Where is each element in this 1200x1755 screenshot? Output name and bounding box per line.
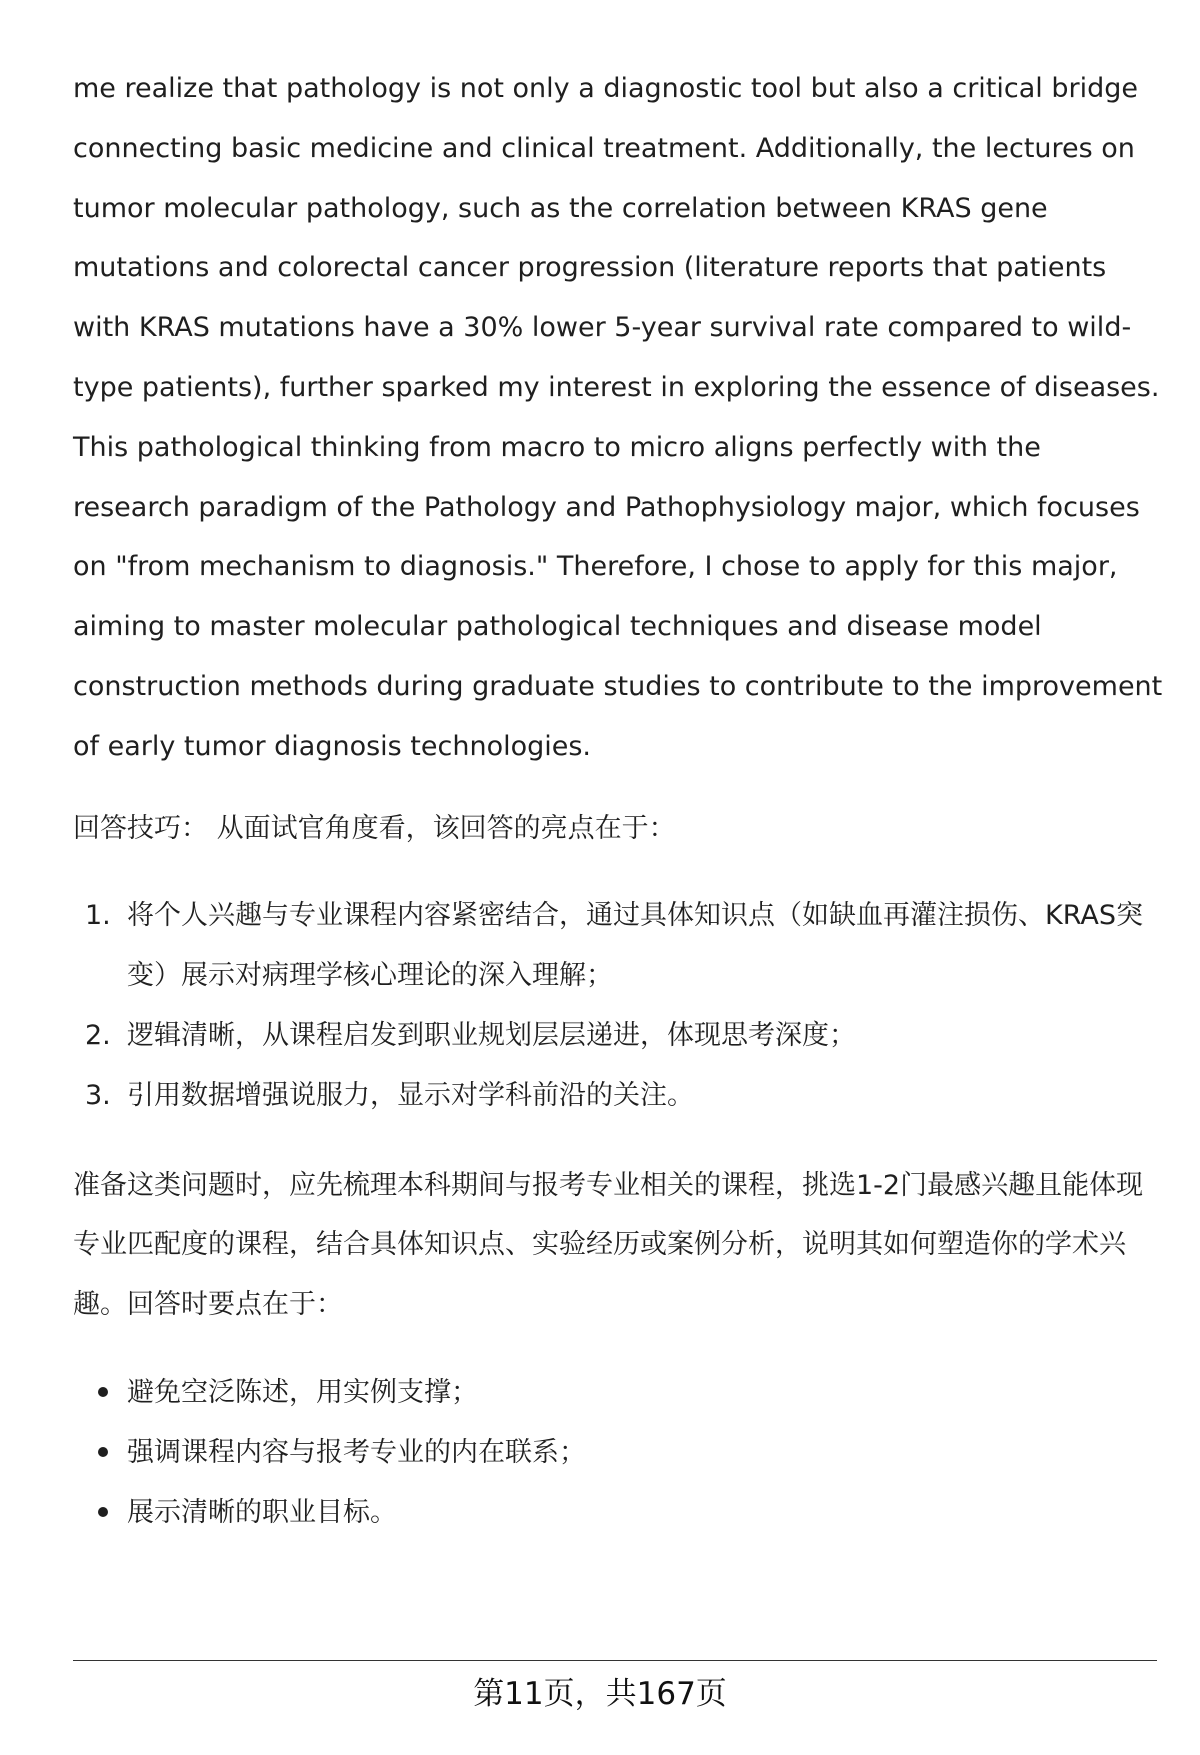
list-item <box>73 1483 1163 1543</box>
points-bullet-list <box>73 1363 1163 1542</box>
list-item <box>73 1006 1163 1066</box>
list-item-text: 强调课程内容与报考专业的内在联系； <box>127 1436 586 1468</box>
body-paragraph-1: me realize that pathology is not only a diagnostic tool but also a critical bridge connecting basic medicine and clinical treatment. Additionally, the lectures on tumor molecular pathology, such as the correlation between KRAS gene mutations and colorectal cancer progression (literature reports that patients with KRAS mutations have a 30% lower 5-year survival rate compared to wild-type patients), further sparked my interest in exploring the essence of diseases. This pathological thinking from macro to micro aligns perfectly with the research paradigm of the Pathology and Pathophysiology major, which focuses on "from mechanism to diagnosis." Therefore, I chose to apply for this major, aiming to master molecular pathological techniques and disease model construction methods during graduate studies to contribute to the improvement of early tumor diagnosis technologies. <box>73 73 1163 762</box>
list-item <box>73 1423 1163 1483</box>
list-item <box>73 1066 1163 1126</box>
bullet-icon <box>98 1387 108 1397</box>
tips-ordered-list <box>73 886 1163 1125</box>
body-paragraph-2: 准备这类问题时，应先梳理本科期间与报考专业相关的课程，挑选1-2门最感兴趣且能体现专业匹配度的课程，结合具体知识点、实验经历或案例分析，说明其如何塑造你的学术兴趣。回答时要点在于： <box>73 1169 1144 1321</box>
list-number: 1. <box>85 900 111 932</box>
page-number: 第11页，共167页 <box>473 1676 727 1712</box>
footer-divider <box>73 1660 1157 1661</box>
tips-lead: 回答技巧： 从面试官角度看，该回答的亮点在于： <box>73 812 676 844</box>
list-number: 2. <box>85 1019 111 1051</box>
bullet-icon <box>98 1507 108 1517</box>
bullet-icon <box>98 1447 108 1457</box>
page-content <box>73 59 1163 1542</box>
list-number: 3. <box>85 1079 111 1111</box>
list-item-text: 引用数据增强说服力，显示对学科前沿的关注。 <box>127 1079 694 1111</box>
list-item <box>73 886 1163 1006</box>
list-item <box>73 1363 1163 1423</box>
list-item-text: 将个人兴趣与专业课程内容紧密结合，通过具体知识点（如缺血再灌注损伤、KRAS突变）展示对病理学核心理论的深入理解； <box>127 900 1143 992</box>
list-item-text: 避免空泛陈述，用实例支撑； <box>127 1376 478 1408</box>
list-item-text: 展示清晰的职业目标。 <box>127 1496 397 1528</box>
list-item-text: 逻辑清晰，从课程启发到职业规划层层递进，体现思考深度； <box>127 1019 856 1051</box>
